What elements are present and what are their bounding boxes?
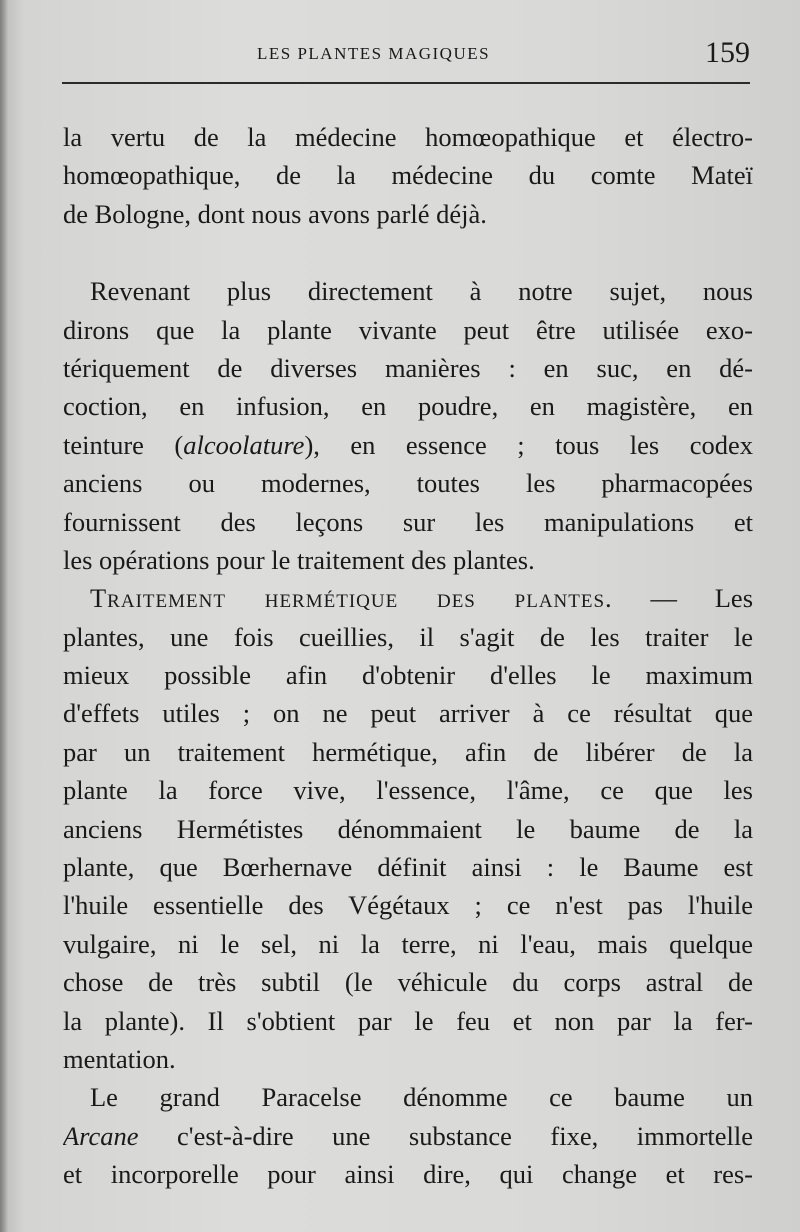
text-run: anciens ou modernes, toutes les pharmacopées bbox=[63, 468, 753, 499]
text-line bbox=[63, 349, 753, 387]
text-line bbox=[63, 156, 753, 194]
text-run: ), en essence ; tous les codex bbox=[304, 429, 753, 460]
text-run: dirons que la plante vivante peut être utilisée exo- bbox=[63, 314, 753, 345]
text-run: tériquement de diverses manières : en suc, en dé- bbox=[63, 352, 753, 383]
text-run: par un traitement hermétique, afin de libérer de la bbox=[63, 736, 753, 767]
text-run: teinture ( bbox=[63, 429, 184, 460]
body-text bbox=[63, 118, 753, 1194]
text-line bbox=[63, 1040, 753, 1078]
text-run: la vertu de la médecine homœopathique et électro- bbox=[63, 122, 753, 152]
section-heading: Traitement hermétique des plantes. bbox=[90, 583, 613, 614]
text-run: l'huile essentielle des Végétaux ; ce n'est pas l'huile bbox=[63, 890, 753, 921]
text-line bbox=[63, 118, 753, 156]
text-run: plantes, une fois cueillies, il s'agit de les traiter le bbox=[63, 621, 753, 652]
text-run: coction, en infusion, en poudre, en magistère, en bbox=[63, 391, 753, 422]
text-line bbox=[63, 195, 753, 233]
text-line bbox=[63, 426, 753, 464]
text-run: plante la force vive, l'essence, l'âme, ce que les bbox=[63, 775, 753, 806]
text-run: c'est-à-dire une substance fixe, immortelle bbox=[138, 1120, 753, 1151]
text-run: d'effets utiles ; on ne peut arriver à ce résultat que bbox=[63, 698, 753, 729]
text-line bbox=[63, 387, 753, 425]
text-run: chose de très subtil (le véhicule du corps astral de bbox=[63, 967, 753, 998]
running-title: LES PLANTES MAGIQUES bbox=[257, 44, 491, 63]
text-run: mieux possible afin d'obtenir d'elles le maximum bbox=[63, 660, 753, 691]
text-line bbox=[63, 1002, 753, 1040]
text-run: les opérations pour le traitement des plantes. bbox=[63, 544, 535, 575]
text-line bbox=[63, 503, 753, 541]
text-run: vulgaire, ni le sel, ni la terre, ni l'eau, mais quelque bbox=[63, 928, 753, 959]
italic-term: Arcane bbox=[63, 1120, 139, 1151]
text-run: de Bologne, dont nous avons parlé déjà. bbox=[63, 198, 487, 229]
text-line bbox=[63, 963, 753, 1001]
text-line bbox=[63, 541, 753, 579]
text-line bbox=[63, 1117, 753, 1155]
text-run: homœopathique, de la médecine du comte Mateï bbox=[63, 160, 753, 191]
text-line bbox=[63, 733, 753, 771]
text-line bbox=[63, 272, 753, 310]
text-line bbox=[63, 810, 753, 848]
text-line bbox=[63, 579, 753, 617]
text-line bbox=[63, 618, 753, 656]
text-line bbox=[63, 848, 753, 886]
text-line bbox=[63, 1078, 753, 1116]
text-run: la plante). Il s'obtient par le feu et non par la fer- bbox=[63, 1005, 753, 1036]
text-line bbox=[63, 771, 753, 809]
text-run: Le grand Paracelse dénomme ce baume un bbox=[90, 1082, 753, 1113]
text-line bbox=[63, 1155, 753, 1193]
text-line bbox=[63, 925, 753, 963]
text-run: fournissent des leçons sur les manipulations et bbox=[63, 506, 753, 537]
page-header bbox=[62, 38, 750, 84]
text-run: plante, que Bœrhernave définit ainsi : le Baume est bbox=[63, 852, 753, 883]
text-run: mentation. bbox=[63, 1043, 176, 1074]
italic-term: alcoolature bbox=[183, 429, 305, 460]
text-line bbox=[63, 694, 753, 732]
text-line bbox=[63, 464, 753, 502]
text-run: anciens Hermétistes dénommaient le baume de la bbox=[63, 813, 753, 844]
text-run: — Les bbox=[612, 583, 753, 614]
text-line bbox=[63, 656, 753, 694]
text-run: Revenant plus directement à notre sujet, nous bbox=[90, 276, 753, 307]
text-run: et incorporelle pour ainsi dire, qui change et res- bbox=[63, 1159, 753, 1190]
page-number: 159 bbox=[705, 36, 750, 69]
text-line bbox=[63, 886, 753, 924]
text-line bbox=[63, 311, 753, 349]
